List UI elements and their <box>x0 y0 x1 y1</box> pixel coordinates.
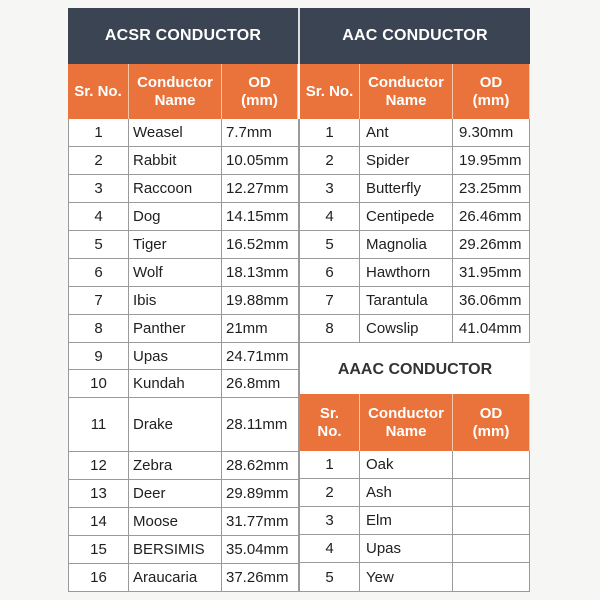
acsr-name-cell: Araucaria <box>129 564 222 592</box>
acsr-name-cell: Moose <box>129 508 222 536</box>
acsr-od-cell: 29.89mm <box>222 480 299 508</box>
acsr-header-name: Conductor Name <box>129 64 222 119</box>
acsr-od-cell: 18.13mm <box>222 259 299 287</box>
aac-sr-cell: 2 <box>300 147 360 175</box>
acsr-od-cell: 21mm <box>222 315 299 343</box>
acsr-sr-cell: 10 <box>68 370 129 398</box>
aaac-header-od: OD (mm) <box>453 394 530 451</box>
acsr-name-cell: Zebra <box>129 452 222 480</box>
table-mid-border <box>299 119 300 592</box>
aaac-od-cell <box>453 451 530 479</box>
aac-sr-cell: 6 <box>300 259 360 287</box>
acsr-name-cell: Kundah <box>129 370 222 398</box>
aac-name-cell: Centipede <box>360 203 453 231</box>
acsr-name-cell: Wolf <box>129 259 222 287</box>
acsr-od-cell: 35.04mm <box>222 536 299 564</box>
aac-od-cell: 19.95mm <box>453 147 530 175</box>
acsr-name-cell: Upas <box>129 343 222 370</box>
acsr-name-cell: Dog <box>129 203 222 231</box>
aaac-od-cell <box>453 563 530 592</box>
aac-sr-cell: 7 <box>300 287 360 315</box>
title-divider <box>298 8 300 64</box>
aac-name-cell: Ant <box>360 119 453 147</box>
acsr-sr-cell: 14 <box>68 508 129 536</box>
acsr-od-cell: 31.77mm <box>222 508 299 536</box>
acsr-od-cell: 37.26mm <box>222 564 299 592</box>
aac-header-od: OD (mm) <box>453 64 530 119</box>
acsr-name-cell: Ibis <box>129 287 222 315</box>
acsr-name-cell: Tiger <box>129 231 222 259</box>
acsr-sr-cell: 12 <box>68 452 129 480</box>
aac-od-cell: 23.25mm <box>453 175 530 203</box>
acsr-header-od: OD (mm) <box>222 64 298 119</box>
aaac-title: AAAC CONDUCTOR <box>300 345 530 394</box>
aaac-header-name: Conductor Name <box>360 394 453 451</box>
aaac-name-cell: Yew <box>360 563 453 592</box>
acsr-od-cell: 28.11mm <box>222 398 299 452</box>
acsr-od-cell: 10.05mm <box>222 147 299 175</box>
acsr-sr-cell: 11 <box>68 398 129 452</box>
aaac-od-cell <box>453 507 530 535</box>
acsr-name-cell: Weasel <box>129 119 222 147</box>
acsr-sr-cell: 4 <box>68 203 129 231</box>
aac-title: AAC CONDUCTOR <box>300 8 530 64</box>
aac-sr-cell: 1 <box>300 119 360 147</box>
aac-sr-cell: 4 <box>300 203 360 231</box>
acsr-sr-cell: 15 <box>68 536 129 564</box>
acsr-sr-cell: 16 <box>68 564 129 592</box>
aac-od-cell: 9.30mm <box>453 119 530 147</box>
aaac-name-cell: Upas <box>360 535 453 563</box>
acsr-od-cell: 19.88mm <box>222 287 299 315</box>
aaac-sr-cell: 1 <box>300 451 360 479</box>
aac-name-cell: Magnolia <box>360 231 453 259</box>
aac-sr-cell: 8 <box>300 315 360 343</box>
acsr-sr-cell: 6 <box>68 259 129 287</box>
acsr-od-cell: 28.62mm <box>222 452 299 480</box>
aaac-od-cell <box>453 535 530 563</box>
aac-name-cell: Tarantula <box>360 287 453 315</box>
aaac-od-cell <box>453 479 530 507</box>
aac-sr-cell: 5 <box>300 231 360 259</box>
aaac-header-sr: Sr. No. <box>300 394 360 451</box>
aac-od-cell: 26.46mm <box>453 203 530 231</box>
acsr-sr-cell: 7 <box>68 287 129 315</box>
aac-od-cell: 29.26mm <box>453 231 530 259</box>
aac-name-cell: Cowslip <box>360 315 453 343</box>
aaac-sr-cell: 3 <box>300 507 360 535</box>
acsr-sr-cell: 3 <box>68 175 129 203</box>
aaac-name-cell: Ash <box>360 479 453 507</box>
acsr-name-cell: Raccoon <box>129 175 222 203</box>
aac-name-cell: Butterfly <box>360 175 453 203</box>
acsr-sr-cell: 13 <box>68 480 129 508</box>
acsr-od-cell: 12.27mm <box>222 175 299 203</box>
aac-od-cell: 36.06mm <box>453 287 530 315</box>
aac-od-cell: 31.95mm <box>453 259 530 287</box>
table-left-border <box>68 119 69 592</box>
acsr-name-cell: Rabbit <box>129 147 222 175</box>
acsr-sr-cell: 8 <box>68 315 129 343</box>
aac-name-cell: Hawthorn <box>360 259 453 287</box>
acsr-sr-cell: 1 <box>68 119 129 147</box>
acsr-od-cell: 16.52mm <box>222 231 299 259</box>
acsr-name-cell: BERSIMIS <box>129 536 222 564</box>
acsr-title: ACSR CONDUCTOR <box>68 8 298 64</box>
aaac-sr-cell: 5 <box>300 563 360 592</box>
aaac-name-cell: Oak <box>360 451 453 479</box>
acsr-od-cell: 24.71mm <box>222 343 299 370</box>
aaac-sr-cell: 2 <box>300 479 360 507</box>
acsr-od-cell: 26.8mm <box>222 370 299 398</box>
aac-header-sr: Sr. No. <box>300 64 360 119</box>
aac-name-cell: Spider <box>360 147 453 175</box>
aac-od-cell: 41.04mm <box>453 315 530 343</box>
acsr-name-cell: Panther <box>129 315 222 343</box>
acsr-name-cell: Deer <box>129 480 222 508</box>
acsr-sr-cell: 9 <box>68 343 129 370</box>
aac-sr-cell: 3 <box>300 175 360 203</box>
acsr-od-cell: 14.15mm <box>222 203 299 231</box>
acsr-sr-cell: 5 <box>68 231 129 259</box>
aac-header-name: Conductor Name <box>360 64 453 119</box>
acsr-header-sr: Sr. No. <box>68 64 129 119</box>
acsr-od-cell: 7.7mm <box>222 119 299 147</box>
acsr-name-cell: Drake <box>129 398 222 452</box>
aaac-sr-cell: 4 <box>300 535 360 563</box>
aaac-name-cell: Elm <box>360 507 453 535</box>
acsr-sr-cell: 2 <box>68 147 129 175</box>
